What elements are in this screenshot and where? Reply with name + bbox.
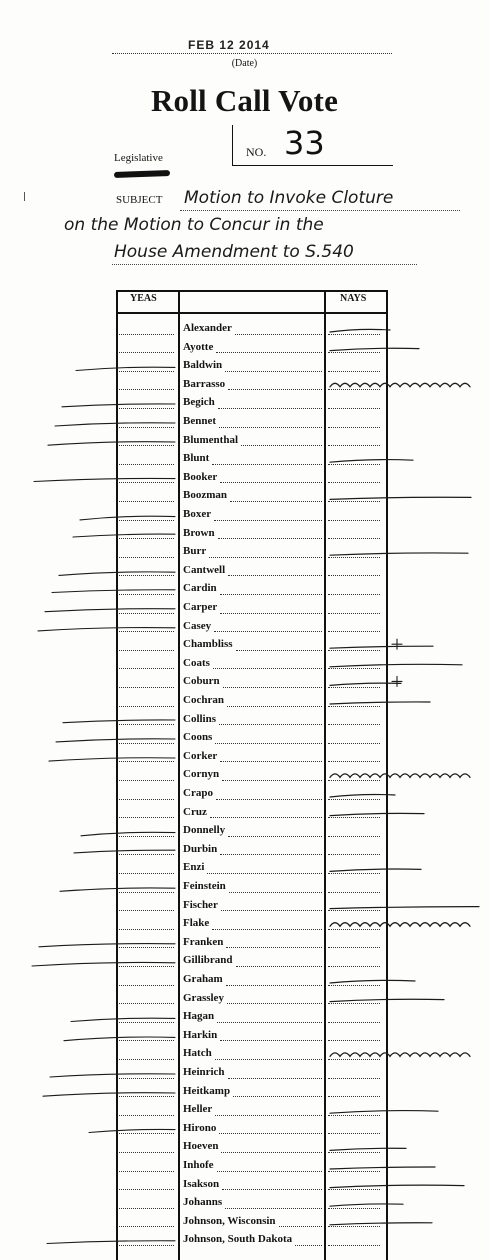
nay-line xyxy=(328,482,380,483)
nay-line xyxy=(328,650,380,651)
nay-line xyxy=(328,1022,380,1023)
yea-line xyxy=(119,1189,174,1190)
yea-line xyxy=(119,408,174,409)
senator-row xyxy=(116,1027,388,1046)
name-leader xyxy=(228,1078,322,1079)
yea-line xyxy=(119,668,174,669)
yea-line xyxy=(119,966,174,967)
senator-row xyxy=(116,394,388,413)
senator-row xyxy=(116,990,388,1009)
yea-line xyxy=(119,594,174,595)
name-leader xyxy=(236,650,322,651)
yea-line xyxy=(119,520,174,521)
yea-line xyxy=(119,650,174,651)
senator-name: Heinrich xyxy=(183,1066,225,1078)
yea-line xyxy=(119,706,174,707)
nay-line xyxy=(328,706,380,707)
senator-name: Cochran xyxy=(183,694,224,706)
senator-row xyxy=(116,1101,388,1120)
name-leader xyxy=(236,966,322,967)
name-leader xyxy=(228,575,322,576)
name-leader xyxy=(229,892,322,893)
nay-line xyxy=(328,687,380,688)
senator-name: Heitkamp xyxy=(183,1084,231,1097)
senator-name: Graham xyxy=(183,973,223,985)
name-leader xyxy=(220,854,322,855)
name-leader xyxy=(220,613,322,614)
name-leader xyxy=(279,1226,322,1227)
senator-name: Ayotte xyxy=(183,340,214,353)
name-leader xyxy=(214,520,322,521)
senator-name: Fischer xyxy=(183,898,218,911)
senator-name: Hirono xyxy=(183,1121,217,1134)
senator-name: Barrasso xyxy=(183,377,226,390)
nay-line xyxy=(328,631,380,632)
senator-row xyxy=(116,543,388,562)
nay-line xyxy=(328,1040,380,1041)
name-leader xyxy=(295,1245,322,1246)
yea-line xyxy=(119,334,174,335)
name-leader xyxy=(215,743,322,744)
yea-line xyxy=(119,1096,174,1097)
senator-row xyxy=(116,320,388,339)
senator-name: Heller xyxy=(183,1103,213,1116)
table-header-rule xyxy=(116,312,388,314)
senator-row xyxy=(116,841,388,860)
senator-row xyxy=(116,1120,388,1139)
yea-line xyxy=(119,427,174,428)
name-leader xyxy=(214,631,322,632)
senator-row xyxy=(116,487,388,506)
name-leader xyxy=(216,352,322,353)
yea-line xyxy=(119,1040,174,1041)
senator-name: Burr xyxy=(183,545,207,558)
senator-row xyxy=(116,469,388,488)
yea-line xyxy=(119,557,174,558)
senator-name: Booker xyxy=(183,470,218,483)
name-leader xyxy=(220,761,322,762)
yea-line xyxy=(119,538,174,539)
date-stamp: FEB 12 2014 xyxy=(188,38,270,52)
yea-line xyxy=(119,836,174,837)
senator-name: Boxer xyxy=(183,508,212,520)
yeas-header: YEAS xyxy=(130,293,157,304)
plus-mark xyxy=(392,676,402,686)
name-leader xyxy=(226,947,322,948)
name-leader xyxy=(228,836,322,837)
nay-line xyxy=(328,668,380,669)
senator-row xyxy=(116,692,388,711)
senator-row xyxy=(116,357,388,376)
senator-row xyxy=(116,432,388,451)
senator-name: Gillibrand xyxy=(183,954,233,967)
senator-name: Collins xyxy=(183,712,217,725)
senator-name: Begich xyxy=(183,396,215,409)
nay-line xyxy=(328,724,380,725)
nay-line xyxy=(328,966,380,967)
name-leader xyxy=(219,724,322,725)
name-leader xyxy=(213,668,322,669)
senator-row xyxy=(116,655,388,674)
senator-name: Chambliss xyxy=(183,638,233,651)
senator-row xyxy=(116,525,388,544)
yea-line xyxy=(119,445,174,446)
senator-name: Johanns xyxy=(183,1196,223,1209)
senator-row xyxy=(116,339,388,358)
yea-line xyxy=(119,575,174,576)
name-leader xyxy=(217,1171,322,1172)
name-leader xyxy=(220,594,322,595)
name-leader xyxy=(212,929,322,930)
page-title: Roll Call Vote xyxy=(150,83,339,118)
senator-name: Enzi xyxy=(183,861,205,874)
senator-name: Donnelly xyxy=(183,824,226,837)
name-leader xyxy=(220,482,322,483)
name-leader xyxy=(221,910,322,911)
nay-line xyxy=(328,538,380,539)
yea-line xyxy=(119,1078,174,1079)
senator-name: Grassley xyxy=(183,991,224,1004)
nay-line xyxy=(328,1096,380,1097)
nay-line xyxy=(328,334,380,335)
name-leader xyxy=(225,371,322,372)
name-leader xyxy=(222,780,322,781)
senator-name: Boozman xyxy=(183,489,227,502)
senator-row xyxy=(116,1138,388,1157)
yea-line xyxy=(119,687,174,688)
nay-line xyxy=(328,1115,380,1116)
senator-row xyxy=(116,1083,388,1102)
senator-row xyxy=(116,804,388,823)
name-leader xyxy=(218,538,322,539)
section-label: Legislative xyxy=(114,152,163,164)
senator-name: Feinstein xyxy=(183,880,226,892)
nay-line xyxy=(328,985,380,986)
nay-line xyxy=(328,575,380,576)
nay-line xyxy=(328,501,380,502)
senator-row xyxy=(116,1045,388,1064)
name-leader xyxy=(235,334,322,335)
yea-line xyxy=(119,631,174,632)
yea-line xyxy=(119,854,174,855)
nay-line xyxy=(328,817,380,818)
yea-line xyxy=(119,929,174,930)
yea-line xyxy=(119,1245,174,1246)
subject-underline-1 xyxy=(180,210,460,211)
senator-name: Cruz xyxy=(183,805,207,818)
senator-name: Carper xyxy=(183,601,218,613)
nay-line xyxy=(328,780,380,781)
senator-name: Cardin xyxy=(183,582,217,595)
senator-name: Hagan xyxy=(183,1010,215,1023)
nay-line xyxy=(328,371,380,372)
name-leader xyxy=(218,408,322,409)
nay-line xyxy=(328,1059,380,1060)
senator-row xyxy=(116,450,388,469)
yea-line xyxy=(119,743,174,744)
name-leader xyxy=(241,445,322,446)
name-leader xyxy=(223,687,322,688)
senator-name: Alexander xyxy=(183,322,232,334)
nay-line xyxy=(328,1078,380,1079)
senator-row xyxy=(116,618,388,637)
nay-line xyxy=(328,929,380,930)
senator-row xyxy=(116,915,388,934)
senator-row xyxy=(116,729,388,748)
senator-name: Cornyn xyxy=(183,768,220,781)
name-leader xyxy=(212,464,322,465)
senator-name: Johnson, Wisconsin xyxy=(183,1214,276,1227)
yea-line xyxy=(119,464,174,465)
senator-name: Inhofe xyxy=(183,1159,214,1171)
yea-line xyxy=(119,352,174,353)
name-leader xyxy=(219,427,322,428)
senator-row xyxy=(116,952,388,971)
senator-row xyxy=(116,1008,388,1027)
senator-row xyxy=(116,971,388,990)
nay-line xyxy=(328,613,380,614)
senator-row xyxy=(116,1176,388,1195)
name-leader xyxy=(227,1003,322,1004)
nay-line xyxy=(328,873,380,874)
nay-line xyxy=(328,1226,380,1227)
name-leader xyxy=(230,501,322,502)
section-checkmark xyxy=(114,170,170,178)
table-top-rule xyxy=(116,290,388,292)
name-leader xyxy=(220,1040,322,1041)
nay-line xyxy=(328,854,380,855)
senator-row xyxy=(116,506,388,525)
senator-name: Bennet xyxy=(183,415,216,427)
name-leader xyxy=(209,557,322,558)
senator-row xyxy=(116,1231,388,1250)
nay-line xyxy=(328,427,380,428)
senator-row xyxy=(116,562,388,581)
senator-name: Crapo xyxy=(183,787,213,799)
name-leader xyxy=(217,1022,322,1023)
senator-row xyxy=(116,859,388,878)
nay-line xyxy=(328,743,380,744)
name-leader xyxy=(219,1133,322,1134)
senator-name: Brown xyxy=(183,526,215,539)
name-leader xyxy=(228,389,322,390)
yea-line xyxy=(119,799,174,800)
plus-mark xyxy=(392,639,402,649)
subject-label: SUBJECT xyxy=(116,194,163,206)
yea-line xyxy=(119,1059,174,1060)
senator-name: Coons xyxy=(183,731,213,744)
nay-line xyxy=(328,1133,380,1134)
name-leader xyxy=(233,1096,322,1097)
nays-header: NAYS xyxy=(340,293,367,304)
subject-line-1: Motion to Invoke Cloture xyxy=(184,188,394,208)
yea-line xyxy=(119,873,174,874)
nay-line xyxy=(328,836,380,837)
nay-line xyxy=(328,408,380,409)
name-leader xyxy=(215,1115,322,1116)
senator-row xyxy=(116,636,388,655)
senator-row xyxy=(116,1213,388,1232)
subject-line-2: on the Motion to Concur in the xyxy=(64,215,324,235)
yea-line xyxy=(119,761,174,762)
senator-row xyxy=(116,673,388,692)
senator-name: Blumenthal xyxy=(183,433,239,446)
senator-row xyxy=(116,599,388,618)
yea-line xyxy=(119,1133,174,1134)
yea-line xyxy=(119,910,174,911)
senator-name: Corker xyxy=(183,749,218,762)
subject-underline-3 xyxy=(112,264,417,265)
senator-row xyxy=(116,711,388,730)
senator-name: Flake xyxy=(183,917,210,930)
senator-row xyxy=(116,897,388,916)
vote-number-label: NO. xyxy=(246,145,267,159)
senator-name: Johnson, South Dakota xyxy=(183,1233,293,1246)
nay-line xyxy=(328,557,380,558)
name-leader xyxy=(207,873,322,874)
senator-row xyxy=(116,822,388,841)
nay-line xyxy=(328,520,380,521)
senator-name: Isakson xyxy=(183,1177,220,1190)
senator-name: Harkin xyxy=(183,1028,218,1041)
senator-row xyxy=(116,413,388,432)
senator-name: Baldwin xyxy=(183,359,223,372)
vote-number-value: 33 xyxy=(284,124,325,162)
senator-row xyxy=(116,785,388,804)
senator-row xyxy=(116,376,388,395)
senator-row xyxy=(116,766,388,785)
yea-line xyxy=(119,1226,174,1227)
nay-line xyxy=(328,910,380,911)
date-label: (Date) xyxy=(231,58,258,69)
senator-name: Coburn xyxy=(183,675,220,688)
yea-line xyxy=(119,985,174,986)
senator-name: Franken xyxy=(183,935,224,948)
senator-name: Cantwell xyxy=(183,563,226,576)
name-leader xyxy=(226,985,322,986)
name-leader xyxy=(222,1189,322,1190)
senator-row xyxy=(116,878,388,897)
name-leader xyxy=(216,799,322,800)
nay-line xyxy=(328,947,380,948)
nay-line xyxy=(328,1152,380,1153)
yea-line xyxy=(119,892,174,893)
senator-name: Casey xyxy=(183,619,212,632)
nay-line xyxy=(328,352,380,353)
nay-line xyxy=(328,594,380,595)
nay-line xyxy=(328,1208,380,1209)
nay-line xyxy=(328,761,380,762)
nay-line xyxy=(328,464,380,465)
name-leader xyxy=(215,1059,322,1060)
nay-line xyxy=(328,445,380,446)
yea-line xyxy=(119,1115,174,1116)
yea-line xyxy=(119,780,174,781)
name-leader xyxy=(210,817,322,818)
yea-line xyxy=(119,1022,174,1023)
yea-line xyxy=(119,817,174,818)
subject-line-3: House Amendment to S.540 xyxy=(114,242,354,262)
nay-line xyxy=(328,1171,380,1172)
yea-line xyxy=(119,371,174,372)
yea-line xyxy=(119,1171,174,1172)
yea-line xyxy=(119,389,174,390)
senator-row xyxy=(116,1194,388,1213)
nay-line xyxy=(328,799,380,800)
senator-row xyxy=(116,580,388,599)
senator-row xyxy=(116,748,388,767)
name-leader xyxy=(221,1152,322,1153)
nay-line xyxy=(328,892,380,893)
name-leader xyxy=(225,1208,322,1209)
name-leader xyxy=(227,706,322,707)
yea-line xyxy=(119,1003,174,1004)
senator-row xyxy=(116,934,388,953)
margin-mark xyxy=(24,192,25,201)
yea-line xyxy=(119,947,174,948)
nay-line xyxy=(328,1245,380,1246)
senator-name: Blunt xyxy=(183,452,210,465)
yea-line xyxy=(119,1208,174,1209)
yea-line xyxy=(119,613,174,614)
date-line xyxy=(112,53,392,54)
senator-row xyxy=(116,1157,388,1176)
nay-line xyxy=(328,1003,380,1004)
vote-table xyxy=(116,290,388,1260)
yea-line xyxy=(119,482,174,483)
senator-name: Coats xyxy=(183,656,210,669)
nay-line xyxy=(328,1189,380,1190)
senator-name: Durbin xyxy=(183,842,218,855)
nay-line xyxy=(328,389,380,390)
yea-line xyxy=(119,724,174,725)
senator-name: Hoeven xyxy=(183,1140,219,1153)
senator-row xyxy=(116,1064,388,1083)
yea-line xyxy=(119,501,174,502)
senator-name: Hatch xyxy=(183,1047,212,1060)
yea-line xyxy=(119,1152,174,1153)
